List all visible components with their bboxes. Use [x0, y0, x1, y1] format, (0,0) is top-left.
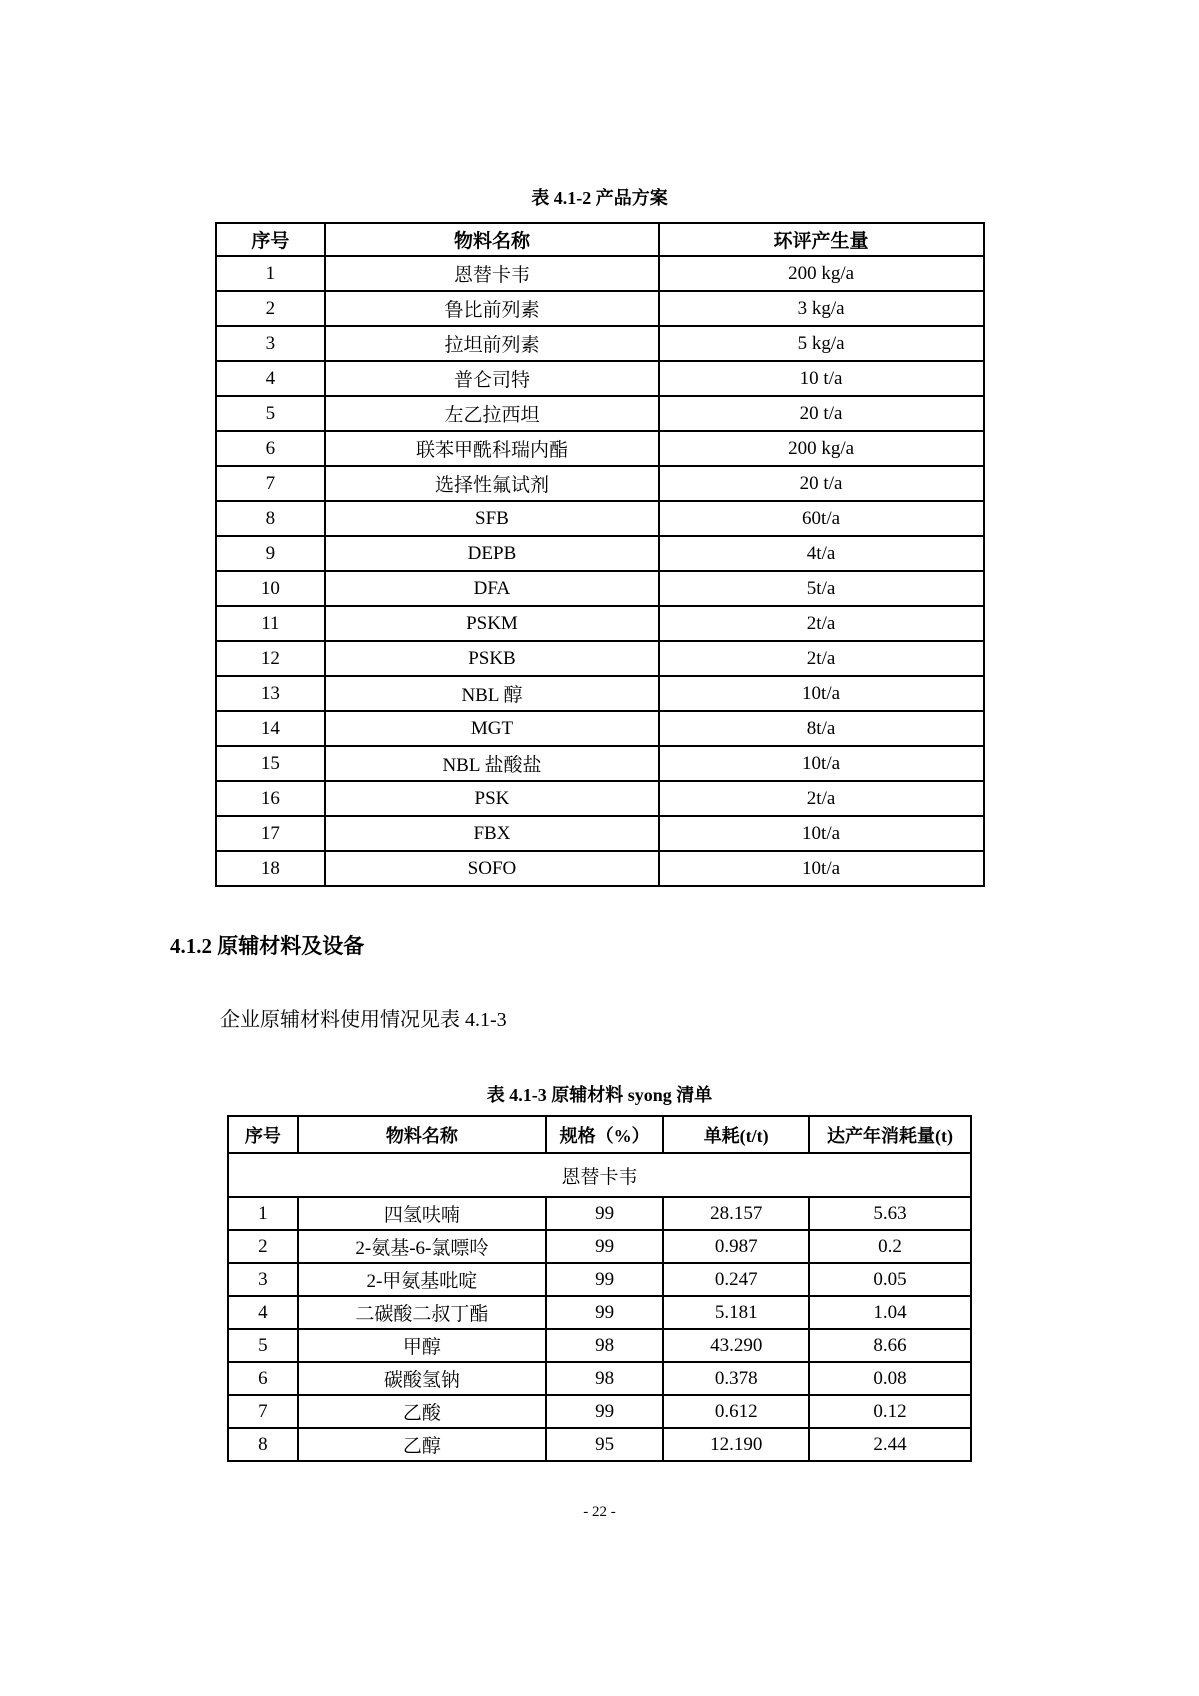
- table-cell: 0.247: [663, 1263, 809, 1296]
- table-cell: 二碳酸二叔丁酯: [298, 1296, 546, 1329]
- table-cell: 2t/a: [659, 606, 984, 641]
- table-row: [216, 536, 984, 571]
- table-row: [216, 291, 984, 326]
- table-cell: 95: [546, 1428, 663, 1461]
- group-header-cell: 恩替卡韦: [228, 1153, 971, 1197]
- table-cell: 0.08: [809, 1362, 971, 1395]
- table-cell: 四氢呋喃: [298, 1197, 546, 1230]
- table-row: [228, 1296, 971, 1329]
- page-number: - 22 -: [583, 1504, 616, 1520]
- table-cell: 8.66: [809, 1329, 971, 1362]
- table-cell: 5 kg/a: [659, 326, 984, 361]
- table-cell: 1: [228, 1197, 298, 1230]
- table-cell: 2-氨基-6-氯嘌呤: [298, 1230, 546, 1263]
- table-4-1-2-title: 表 4.1-2 产品方案: [531, 188, 668, 208]
- header-cell-material: 物料名称: [325, 223, 658, 256]
- table-cell: 乙酸: [298, 1395, 546, 1428]
- table-cell: 10t/a: [659, 676, 984, 711]
- table-header-row: [216, 223, 984, 256]
- table-row: [216, 816, 984, 851]
- table-cell: 15: [216, 746, 326, 781]
- table-cell: 99: [546, 1263, 663, 1296]
- table-cell: PSKB: [325, 641, 658, 676]
- table-cell: 碳酸氢钠: [298, 1362, 546, 1395]
- table-header-row: [228, 1116, 971, 1153]
- header-cell-spec: 规格（%）: [546, 1116, 663, 1153]
- table-cell: FBX: [325, 816, 658, 851]
- table-cell: 0.2: [809, 1230, 971, 1263]
- table-cell: 普仑司特: [325, 361, 658, 396]
- group-header-row: [228, 1153, 971, 1197]
- table-row: [216, 361, 984, 396]
- product-plan-table: [215, 222, 985, 887]
- table-cell: DFA: [325, 571, 658, 606]
- table-cell: PSKM: [325, 606, 658, 641]
- raw-materials-table: [227, 1115, 972, 1462]
- table-cell: 3: [228, 1263, 298, 1296]
- table-cell: 10t/a: [659, 746, 984, 781]
- header-cell-material: 物料名称: [298, 1116, 546, 1153]
- header-cell-annual-consumption: 达产年消耗量(t): [809, 1116, 971, 1153]
- header-cell-seq: 序号: [228, 1116, 298, 1153]
- table-cell: 10: [216, 571, 326, 606]
- table-cell: 99: [546, 1197, 663, 1230]
- table-row: [216, 781, 984, 816]
- table-cell: 13: [216, 676, 326, 711]
- table-cell: 200 kg/a: [659, 431, 984, 466]
- table-cell: 4t/a: [659, 536, 984, 571]
- table-cell: 1: [216, 256, 326, 291]
- table-cell: 3: [216, 326, 326, 361]
- table-4-1-3-title: 表 4.1-3 原辅材料 syong 清单: [486, 1085, 713, 1105]
- table-cell: 18: [216, 851, 326, 886]
- table-cell: 6: [228, 1362, 298, 1395]
- table-cell: SFB: [325, 501, 658, 536]
- table-cell: 99: [546, 1230, 663, 1263]
- table-cell: 7: [216, 466, 326, 501]
- table-cell: 拉坦前列素: [325, 326, 658, 361]
- table-row: [216, 431, 984, 466]
- header-cell-unit-consumption: 单耗(t/t): [663, 1116, 809, 1153]
- table-cell: 2: [216, 291, 326, 326]
- table-row: [228, 1428, 971, 1461]
- table-cell: 12: [216, 641, 326, 676]
- table-cell: 甲醇: [298, 1329, 546, 1362]
- table-cell: 8: [216, 501, 326, 536]
- table-row: [216, 746, 984, 781]
- table-row: [216, 466, 984, 501]
- table-cell: 1.04: [809, 1296, 971, 1329]
- table-cell: NBL 盐酸盐: [325, 746, 658, 781]
- table-row: [216, 676, 984, 711]
- table-row: [216, 851, 984, 886]
- table-cell: 0.05: [809, 1263, 971, 1296]
- table-cell: 200 kg/a: [659, 256, 984, 291]
- table-cell: 9: [216, 536, 326, 571]
- table-row: [216, 711, 984, 746]
- table-cell: 5: [228, 1329, 298, 1362]
- table-cell: 5: [216, 396, 326, 431]
- table-cell: 98: [546, 1362, 663, 1395]
- table-row: [228, 1329, 971, 1362]
- header-cell-seq: 序号: [216, 223, 326, 256]
- table-cell: 43.290: [663, 1329, 809, 1362]
- table-row: [216, 256, 984, 291]
- table-cell: 20 t/a: [659, 466, 984, 501]
- table-cell: 2.44: [809, 1428, 971, 1461]
- table-cell: 17: [216, 816, 326, 851]
- table-cell: 12.190: [663, 1428, 809, 1461]
- table-row: [216, 571, 984, 606]
- table-cell: 2t/a: [659, 641, 984, 676]
- table-cell: 2t/a: [659, 781, 984, 816]
- table-cell: NBL 醇: [325, 676, 658, 711]
- table-row: [216, 606, 984, 641]
- table-cell: 8: [228, 1428, 298, 1461]
- table-row: [216, 396, 984, 431]
- table-cell: 98: [546, 1329, 663, 1362]
- table-row: [228, 1362, 971, 1395]
- table-cell: 10t/a: [659, 816, 984, 851]
- table-cell: MGT: [325, 711, 658, 746]
- table-row: [216, 326, 984, 361]
- table-row: [228, 1395, 971, 1428]
- table-cell: PSK: [325, 781, 658, 816]
- table-row: [228, 1230, 971, 1263]
- table-cell: 5t/a: [659, 571, 984, 606]
- table-row: [228, 1263, 971, 1296]
- table-row: [216, 501, 984, 536]
- section-heading: 4.1.2 原辅材料及设备: [170, 934, 365, 958]
- table-cell: 选择性氟试剂: [325, 466, 658, 501]
- table-cell: 28.157: [663, 1197, 809, 1230]
- table-cell: 8t/a: [659, 711, 984, 746]
- table-cell: 5.63: [809, 1197, 971, 1230]
- table-cell: 鲁比前列素: [325, 291, 658, 326]
- table-cell: 0.612: [663, 1395, 809, 1428]
- table-cell: 5.181: [663, 1296, 809, 1329]
- table-cell: 左乙拉西坦: [325, 396, 658, 431]
- table-cell: 联苯甲酰科瑞内酯: [325, 431, 658, 466]
- table-cell: 4: [228, 1296, 298, 1329]
- table-cell: 99: [546, 1395, 663, 1428]
- table-row: [228, 1197, 971, 1230]
- table-cell: 2-甲氨基吡啶: [298, 1263, 546, 1296]
- table-cell: 3 kg/a: [659, 291, 984, 326]
- table-cell: 2: [228, 1230, 298, 1263]
- table-cell: 0.987: [663, 1230, 809, 1263]
- table-cell: DEPB: [325, 536, 658, 571]
- table-cell: 4: [216, 361, 326, 396]
- table-cell: 20 t/a: [659, 396, 984, 431]
- header-cell-output: 环评产生量: [659, 223, 984, 256]
- table-cell: 乙醇: [298, 1428, 546, 1461]
- table-cell: SOFO: [325, 851, 658, 886]
- table-cell: 10t/a: [659, 851, 984, 886]
- table-cell: 7: [228, 1395, 298, 1428]
- table-cell: 99: [546, 1296, 663, 1329]
- table-cell: 11: [216, 606, 326, 641]
- body-paragraph: 企业原辅材料使用情况见表 4.1-3: [220, 1009, 507, 1031]
- table-cell: 10 t/a: [659, 361, 984, 396]
- table-cell: 0.12: [809, 1395, 971, 1428]
- table-cell: 恩替卡韦: [325, 256, 658, 291]
- table-cell: 60t/a: [659, 501, 984, 536]
- table-cell: 0.378: [663, 1362, 809, 1395]
- table-row: [216, 641, 984, 676]
- table-cell: 6: [216, 431, 326, 466]
- table-cell: 14: [216, 711, 326, 746]
- table-cell: 16: [216, 781, 326, 816]
